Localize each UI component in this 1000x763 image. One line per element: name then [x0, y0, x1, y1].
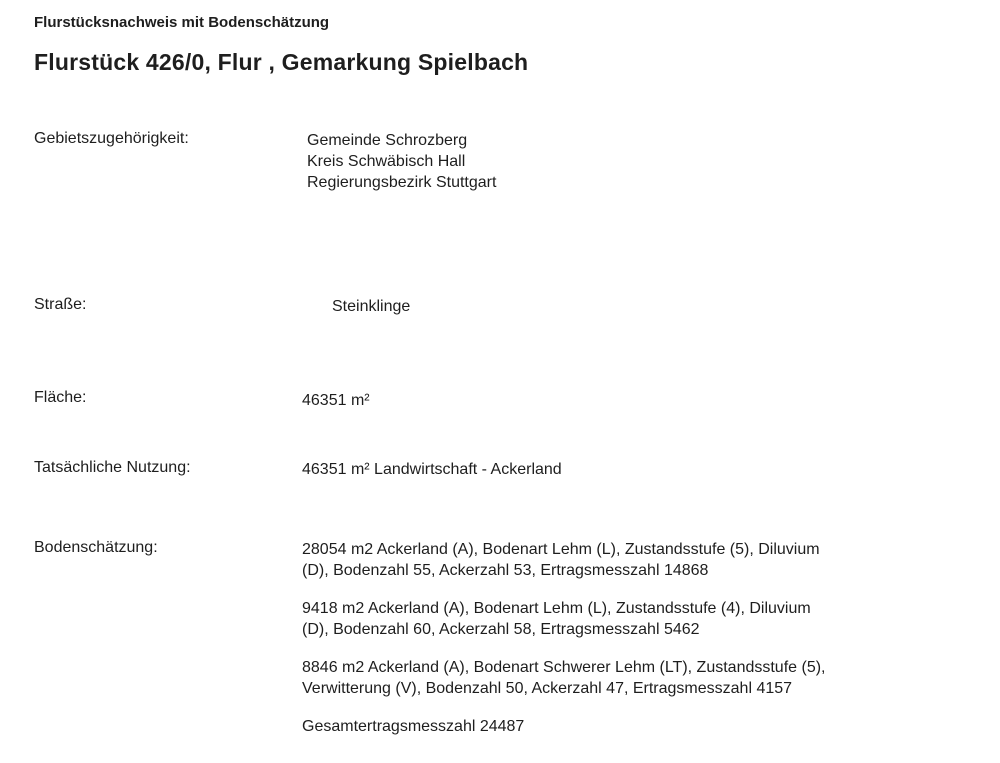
strasse-value: Steinklinge [332, 298, 411, 315]
bodenschaetzung-entry [302, 539, 826, 581]
bodenschaetzung-value [302, 539, 826, 754]
entry-line: Verwitterung (V), Bodenzahl 50, Ackerzahl 47, Ertragsmesszahl 4157 [302, 680, 793, 697]
gebiet-gemeinde: Gemeinde Schrozberg [307, 132, 468, 149]
entry-line: 8846 m2 Ackerland (A), Bodenart Schwerer Lehm (LT), Zustandsstufe (5), [302, 659, 826, 676]
gesamtertragsmesszahl: Gesamtertragsmesszahl 24487 [302, 718, 525, 735]
entry-line: 9418 m2 Ackerland (A), Bodenart Lehm (L), Zustandsstufe (4), Diluvium [302, 600, 811, 617]
document-title: Flurstück 426/0, Flur , Gemarkung Spielbach [34, 49, 529, 75]
document-header [34, 14, 528, 76]
strasse-label: Straße: [34, 296, 87, 313]
flaeche-label: Fläche: [34, 389, 87, 406]
gebiet-label: Gebietszugehörigkeit: [34, 130, 189, 147]
gebiet-kreis: Kreis Schwäbisch Hall [307, 153, 466, 170]
bodenschaetzung-entry [302, 657, 826, 699]
entry-line: (D), Bodenzahl 55, Ackerzahl 53, Ertragsmesszahl 14868 [302, 562, 709, 579]
nutzung-label: Tatsächliche Nutzung: [34, 459, 191, 476]
entry-line: (D), Bodenzahl 60, Ackerzahl 58, Ertragsmesszahl 5462 [302, 621, 700, 638]
bodenschaetzung-label: Bodenschätzung: [34, 539, 158, 556]
gebiet-value [307, 130, 496, 193]
entry-line: 28054 m2 Ackerland (A), Bodenart Lehm (L), Zustandsstufe (5), Diluvium [302, 541, 820, 558]
flaeche-value: 46351 m² [302, 392, 370, 409]
gebiet-regierungsbezirk: Regierungsbezirk Stuttgart [307, 174, 497, 191]
bodenschaetzung-entry [302, 598, 826, 640]
nutzung-value: 46351 m² Landwirtschaft - Ackerland [302, 461, 562, 478]
document-heading: Flurstücksnachweis mit Bodenschätzung [34, 14, 330, 31]
